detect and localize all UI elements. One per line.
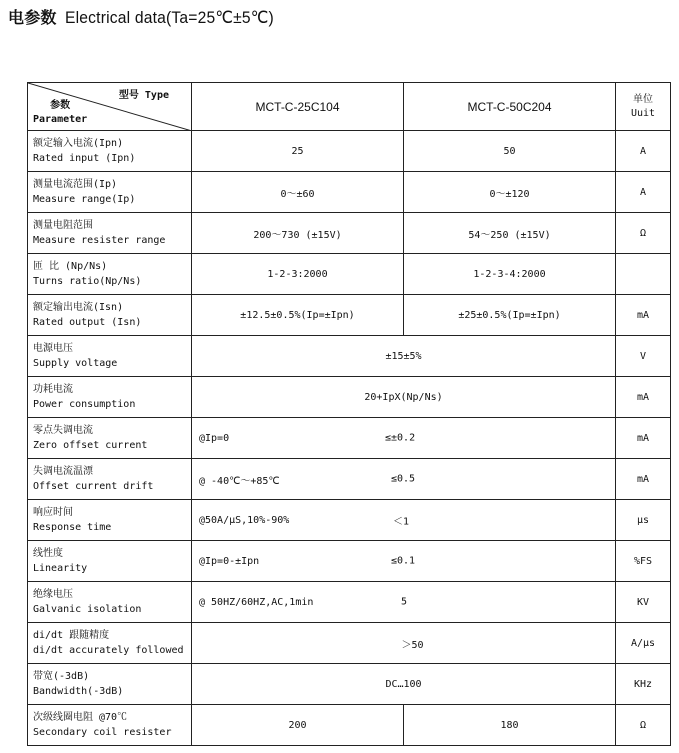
- model-1-value: 1-2-3:2000: [192, 254, 404, 295]
- table-row: [28, 459, 671, 500]
- parameter-label: 参数 Parameter: [33, 100, 88, 125]
- value: ≤0.5: [391, 473, 416, 485]
- table-row: [28, 131, 671, 172]
- model-2-value: 180: [404, 705, 616, 746]
- type-label: 型号 Type: [118, 90, 169, 101]
- unit-cell: Ω: [616, 705, 671, 746]
- param-cell: 线性度 Linearity: [28, 541, 192, 582]
- table-row: [28, 541, 671, 582]
- conditional-value-cell: [192, 541, 616, 582]
- title-cn: 电参数: [8, 10, 57, 27]
- table-row: [28, 172, 671, 213]
- table-row: [28, 377, 671, 418]
- param-cell: 测量电阻范围 Measure resister range: [28, 213, 192, 254]
- test-condition: @ 50HZ/60HZ,AC,1min: [199, 596, 314, 608]
- table-row: [28, 418, 671, 459]
- test-condition: @50A/μS,10%-90%: [199, 514, 290, 526]
- value: ＜1: [393, 516, 410, 528]
- unit-cell: mA: [616, 295, 671, 336]
- shared-value: ＞50: [192, 623, 616, 664]
- unit-cell: A: [616, 131, 671, 172]
- conditional-value-cell: [192, 459, 616, 500]
- unit-cell: mA: [616, 377, 671, 418]
- model-1-value: 200: [192, 705, 404, 746]
- param-cell: 测量电流范围(Ip) Measure range(Ip): [28, 172, 192, 213]
- param-cell: 电源电压 Supply voltage: [28, 336, 192, 377]
- header-row: [28, 83, 671, 131]
- conditional-value-cell: [192, 418, 616, 459]
- unit-cell: [616, 254, 671, 295]
- unit-cell: A: [616, 172, 671, 213]
- value: ≤0.1: [391, 555, 416, 567]
- param-cell: 功耗电流 Power consumption: [28, 377, 192, 418]
- table-row: [28, 213, 671, 254]
- table-row: [28, 336, 671, 377]
- value: ≤±0.2: [385, 432, 416, 444]
- param-cell: 匝 比 (Np/Ns) Turns ratio(Np/Ns): [28, 254, 192, 295]
- table-row: [28, 705, 671, 746]
- header-diagonal-cell: [28, 83, 192, 131]
- model-2-value: ±25±0.5%(Ip=±Ipn): [404, 295, 616, 336]
- model-2-value: 54～250 (±15V): [404, 213, 616, 254]
- param-cell: 零点失调电流 Zero offset current: [28, 418, 192, 459]
- value: 5: [401, 596, 408, 608]
- table-row: [28, 582, 671, 623]
- param-cell: 额定输出电流(Isn) Rated output (Isn): [28, 295, 192, 336]
- electrical-data-table: [27, 82, 671, 746]
- unit-cell: mA: [616, 459, 671, 500]
- unit-cell: KV: [616, 582, 671, 623]
- test-condition: @ -40℃～+85℃: [199, 475, 280, 487]
- param-cell: di/dt 跟随精度 di/dt accurately followed: [28, 623, 192, 664]
- page-title: [8, 5, 292, 28]
- unit-cell: Ω: [616, 213, 671, 254]
- model-2-header: MCT-C-50C204: [404, 83, 616, 131]
- table-row: [28, 500, 671, 541]
- shared-value: 20+IpX(Np/Ns): [192, 377, 616, 418]
- param-cell: 失调电流温漂 Offset current drift: [28, 459, 192, 500]
- param-cell: 额定输入电流(Ipn) Rated input (Ipn): [28, 131, 192, 172]
- param-cell: 带宽(-3dB) Bandwidth(-3dB): [28, 664, 192, 705]
- test-condition: @Ip=0: [199, 432, 230, 444]
- unit-header: 单位 Uuit: [616, 83, 671, 131]
- shared-value: DC…100: [192, 664, 616, 705]
- table-row: [28, 623, 671, 664]
- conditional-value-cell: [192, 500, 616, 541]
- model-1-header: MCT-C-25C104: [192, 83, 404, 131]
- unit-cell: %FS: [616, 541, 671, 582]
- model-1-value: 25: [192, 131, 404, 172]
- unit-cell: A/μs: [616, 623, 671, 664]
- model-1-value: 0～±60: [192, 172, 404, 213]
- table-row: [28, 664, 671, 705]
- param-cell: 响应时间 Response time: [28, 500, 192, 541]
- test-condition: @Ip=0-±Ipn: [199, 555, 260, 567]
- unit-cell: mA: [616, 418, 671, 459]
- unit-cell: KHz: [616, 664, 671, 705]
- shared-value: ±15±5%: [192, 336, 616, 377]
- unit-cell: μs: [616, 500, 671, 541]
- param-cell: 绝缘电压 Galvanic isolation: [28, 582, 192, 623]
- model-2-value: 0～±120: [404, 172, 616, 213]
- table-row: [28, 254, 671, 295]
- unit-cell: V: [616, 336, 671, 377]
- model-1-value: 200～730 (±15V): [192, 213, 404, 254]
- param-cell: 次级线圈电阻 @70℃ Secondary coil resister: [28, 705, 192, 746]
- table-row: [28, 295, 671, 336]
- model-2-value: 50: [404, 131, 616, 172]
- model-1-value: ±12.5±0.5%(Ip=±Ipn): [192, 295, 404, 336]
- conditional-value-cell: [192, 582, 616, 623]
- model-2-value: 1-2-3-4:2000: [404, 254, 616, 295]
- title-en: Electrical data(Ta=25℃±5℃): [64, 8, 274, 27]
